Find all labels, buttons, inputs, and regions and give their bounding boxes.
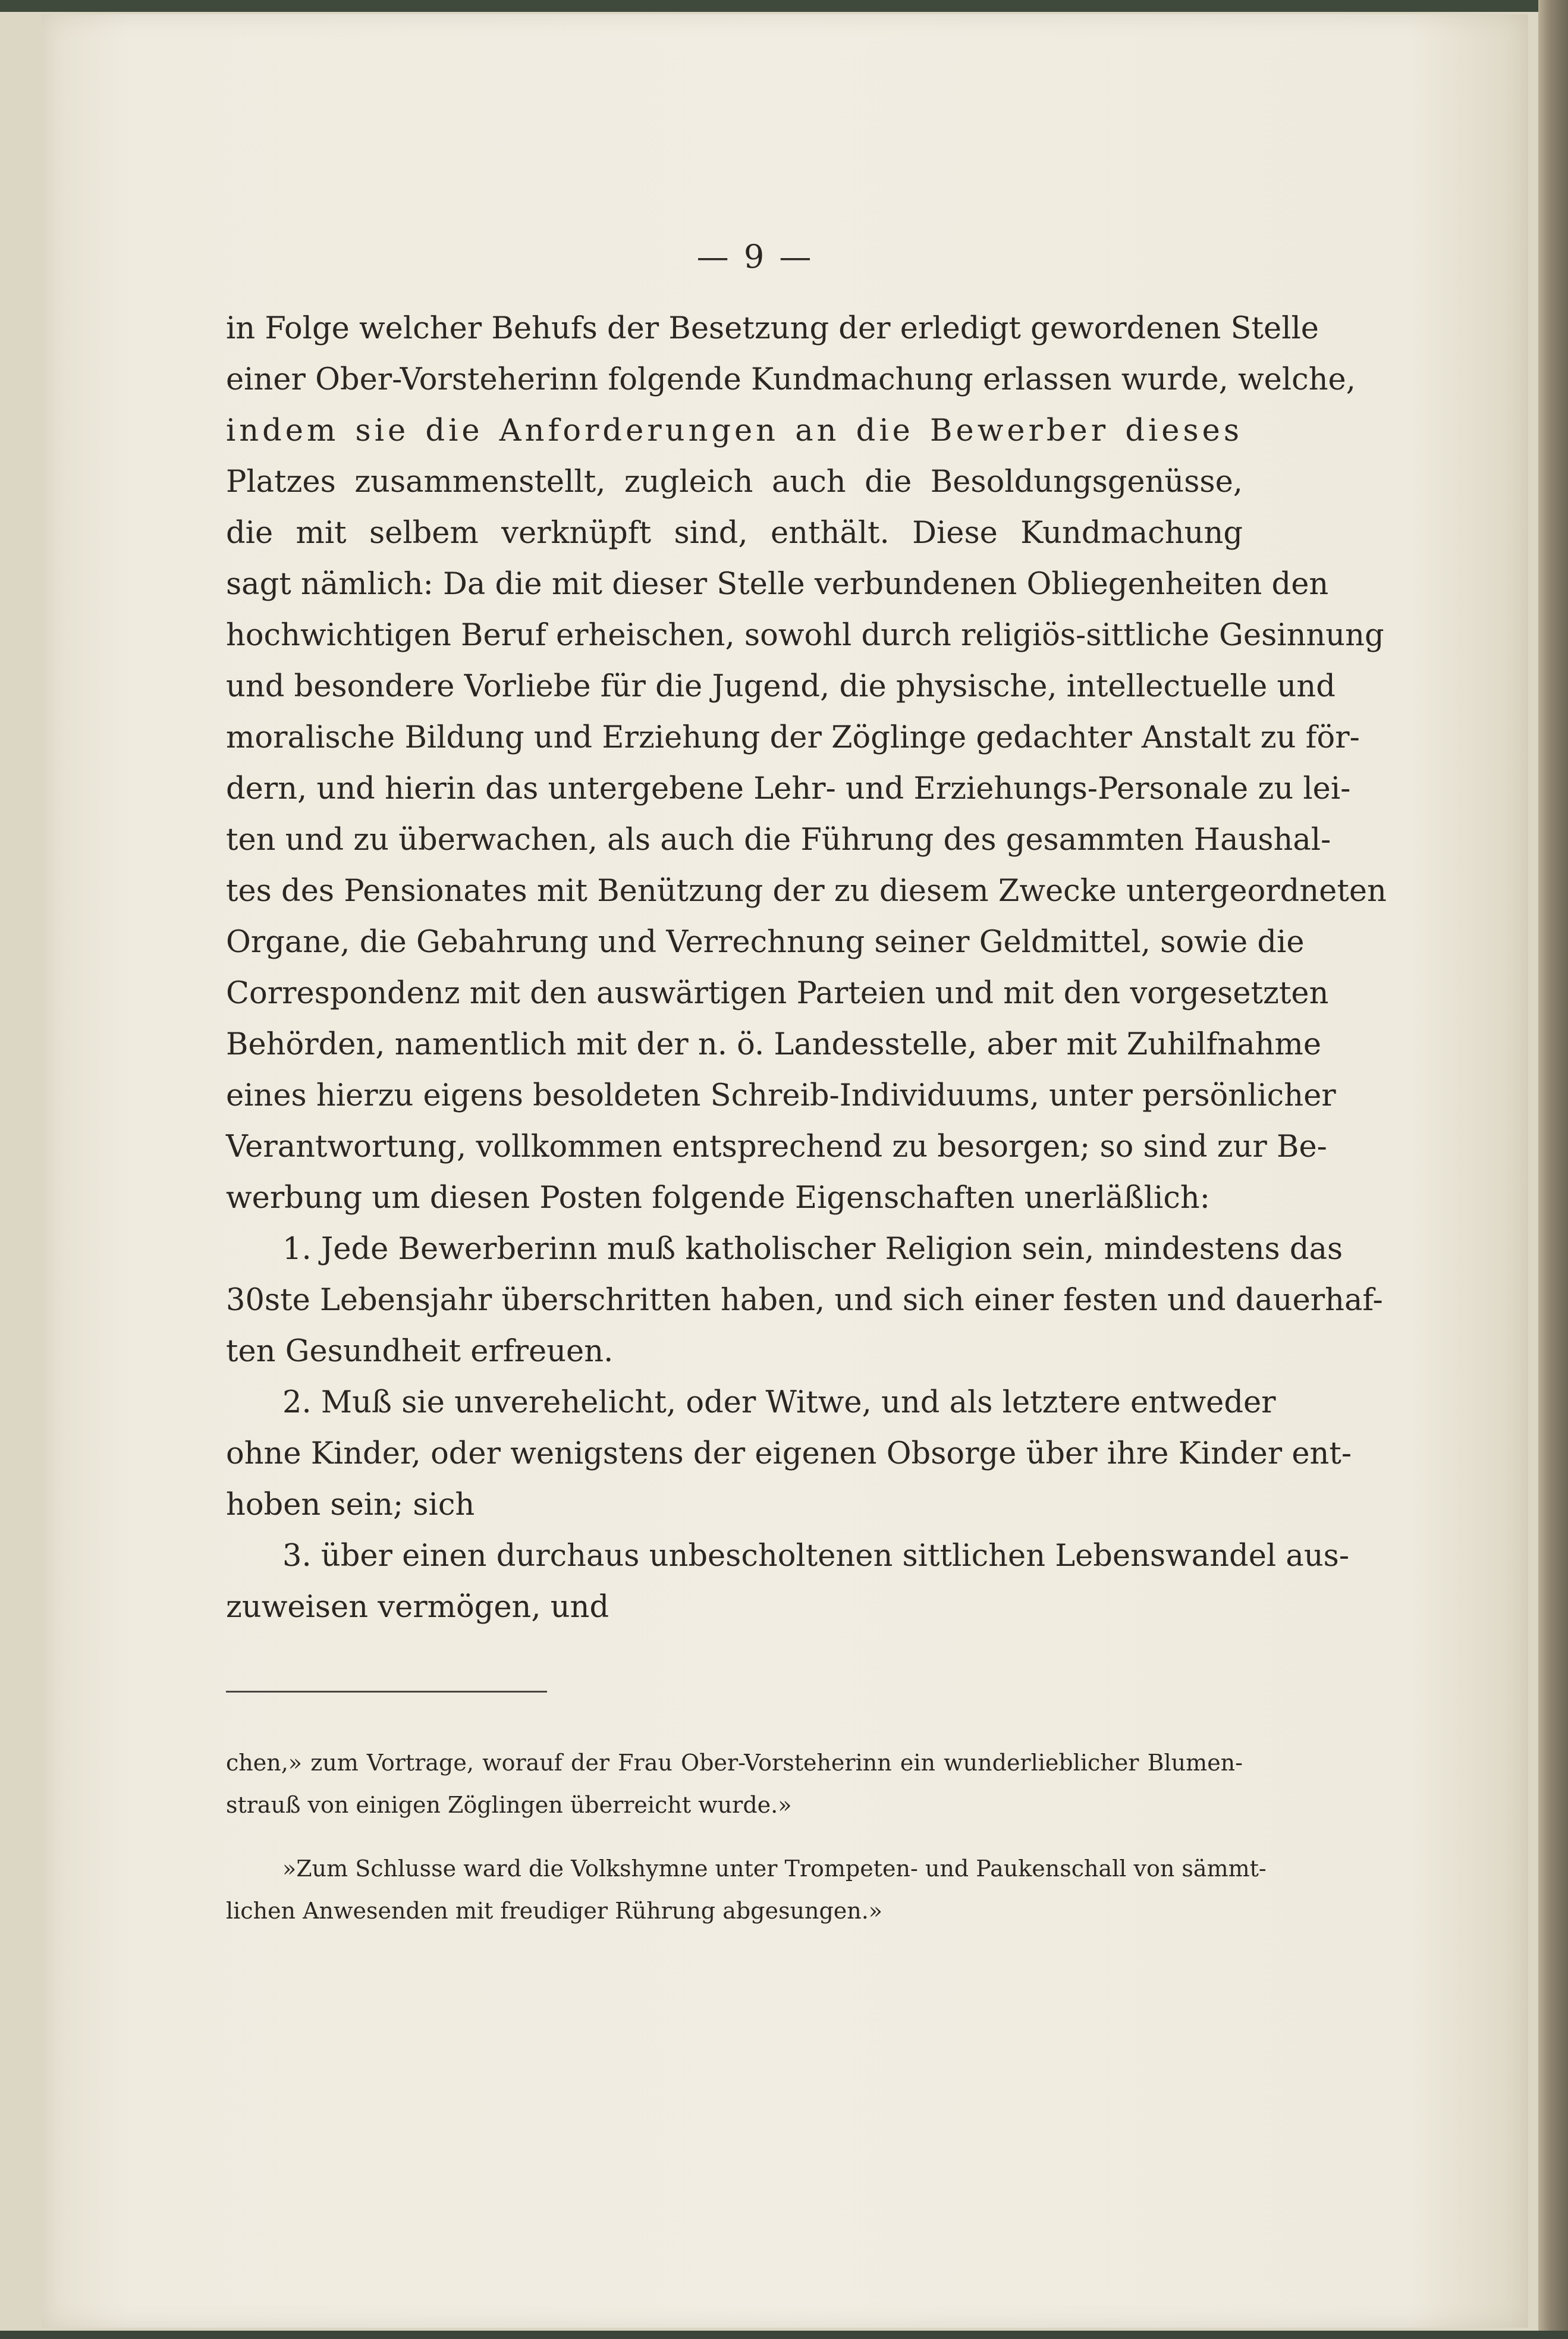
body-line: eines hierzu eigens besoldeten Schreib-Individuums, unter persönlicher: [226, 1078, 1336, 1113]
body-line: indem sie die Anforderungen an die Bewerber dieses: [226, 413, 1243, 448]
body-line: in Folge welcher Behufs der Besetzung der erledigt gewordenen Stelle: [226, 311, 1319, 346]
body-line: Platzes zusammenstellt, zugleich auch die Besoldungsgenüsse,: [226, 464, 1243, 500]
list-item-2: 2. Muß sie unverehelicht, oder Witwe, und als letztere entweder: [282, 1385, 1276, 1420]
footnote-line: strauß von einigen Zöglingen überreicht wurde.»: [226, 1792, 792, 1818]
body-line: Verantwortung, vollkommen entsprechend zu besorgen; so sind zur Be-: [226, 1129, 1327, 1164]
body-line: hoben sein; sich: [226, 1487, 475, 1522]
footnote-line: lichen Anwesenden mit freudiger Rührung abgesungen.»: [226, 1898, 883, 1924]
body-line: und besondere Vorliebe für die Jugend, die physische, intellectuelle und: [226, 669, 1336, 704]
body-line: dern, und hierin das untergebene Lehr- und Erziehungs-Personale zu lei-: [226, 771, 1351, 806]
list-item-3: 3. über einen durchaus unbescholtenen sittlichen Lebenswandel aus-: [282, 1539, 1350, 1574]
body-line: ten und zu überwachen, als auch die Führung des gesammten Haushal-: [226, 822, 1331, 858]
footnote-divider: [226, 1691, 547, 1693]
body-line: Correspondenz mit den auswärtigen Parteien und mit den vorgesetzten: [226, 976, 1329, 1011]
body-line: einer Ober-Vorsteherinn folgende Kundmachung erlassen wurde, welche,: [226, 362, 1356, 397]
book-cover-edge-top: [0, 0, 1568, 12]
body-line: die mit selbem verknüpft sind, enthält. Diese Kundmachung: [226, 516, 1243, 551]
body-line: Behörden, namentlich mit der n. ö. Landesstelle, aber mit Zuhilfnahme: [226, 1027, 1322, 1062]
body-line: zuweisen vermögen, und: [226, 1590, 609, 1625]
book-binding-edge: [1538, 0, 1568, 2339]
body-line: tes des Pensionates mit Benützung der zu diesem Zwecke untergeordneten: [226, 874, 1387, 909]
footnote-line: »Zum Schlusse ward die Volkshymne unter Trompeten- und Paukenschall von sämmt-: [282, 1855, 1267, 1882]
list-item-1: 1. Jede Bewerberinn muß katholischer Religion sein, mindestens das: [282, 1232, 1343, 1267]
body-line: sagt nämlich: Da die mit dieser Stelle verbundenen Obliegenheiten den: [226, 567, 1329, 602]
body-line: werbung um diesen Posten folgende Eigenschaften unerläßlich:: [226, 1181, 1210, 1216]
page-number: — 9 —: [696, 238, 814, 275]
body-line: Organe, die Gebahrung und Verrechnung seiner Geldmittel, sowie die: [226, 925, 1305, 960]
body-line: moralische Bildung und Erziehung der Zöglinge gedachter Anstalt zu för-: [226, 720, 1360, 755]
body-line: 30ste Lebensjahr überschritten haben, und sich einer festen und dauerhaf-: [226, 1283, 1383, 1318]
footnote-line: chen,» zum Vortrage, worauf der Frau Ober-Vorsteherinn ein wunderlieblicher Blumen-: [226, 1750, 1243, 1776]
body-line: ohne Kinder, oder wenigstens der eigenen Obsorge über ihre Kinder ent-: [226, 1436, 1352, 1471]
body-line: ten Gesundheit erfreuen.: [226, 1334, 614, 1369]
book-cover-edge-bottom: [0, 2331, 1568, 2339]
body-line: hochwichtigen Beruf erheischen, sowohl durch religiös-sittliche Gesinnung: [226, 618, 1384, 653]
